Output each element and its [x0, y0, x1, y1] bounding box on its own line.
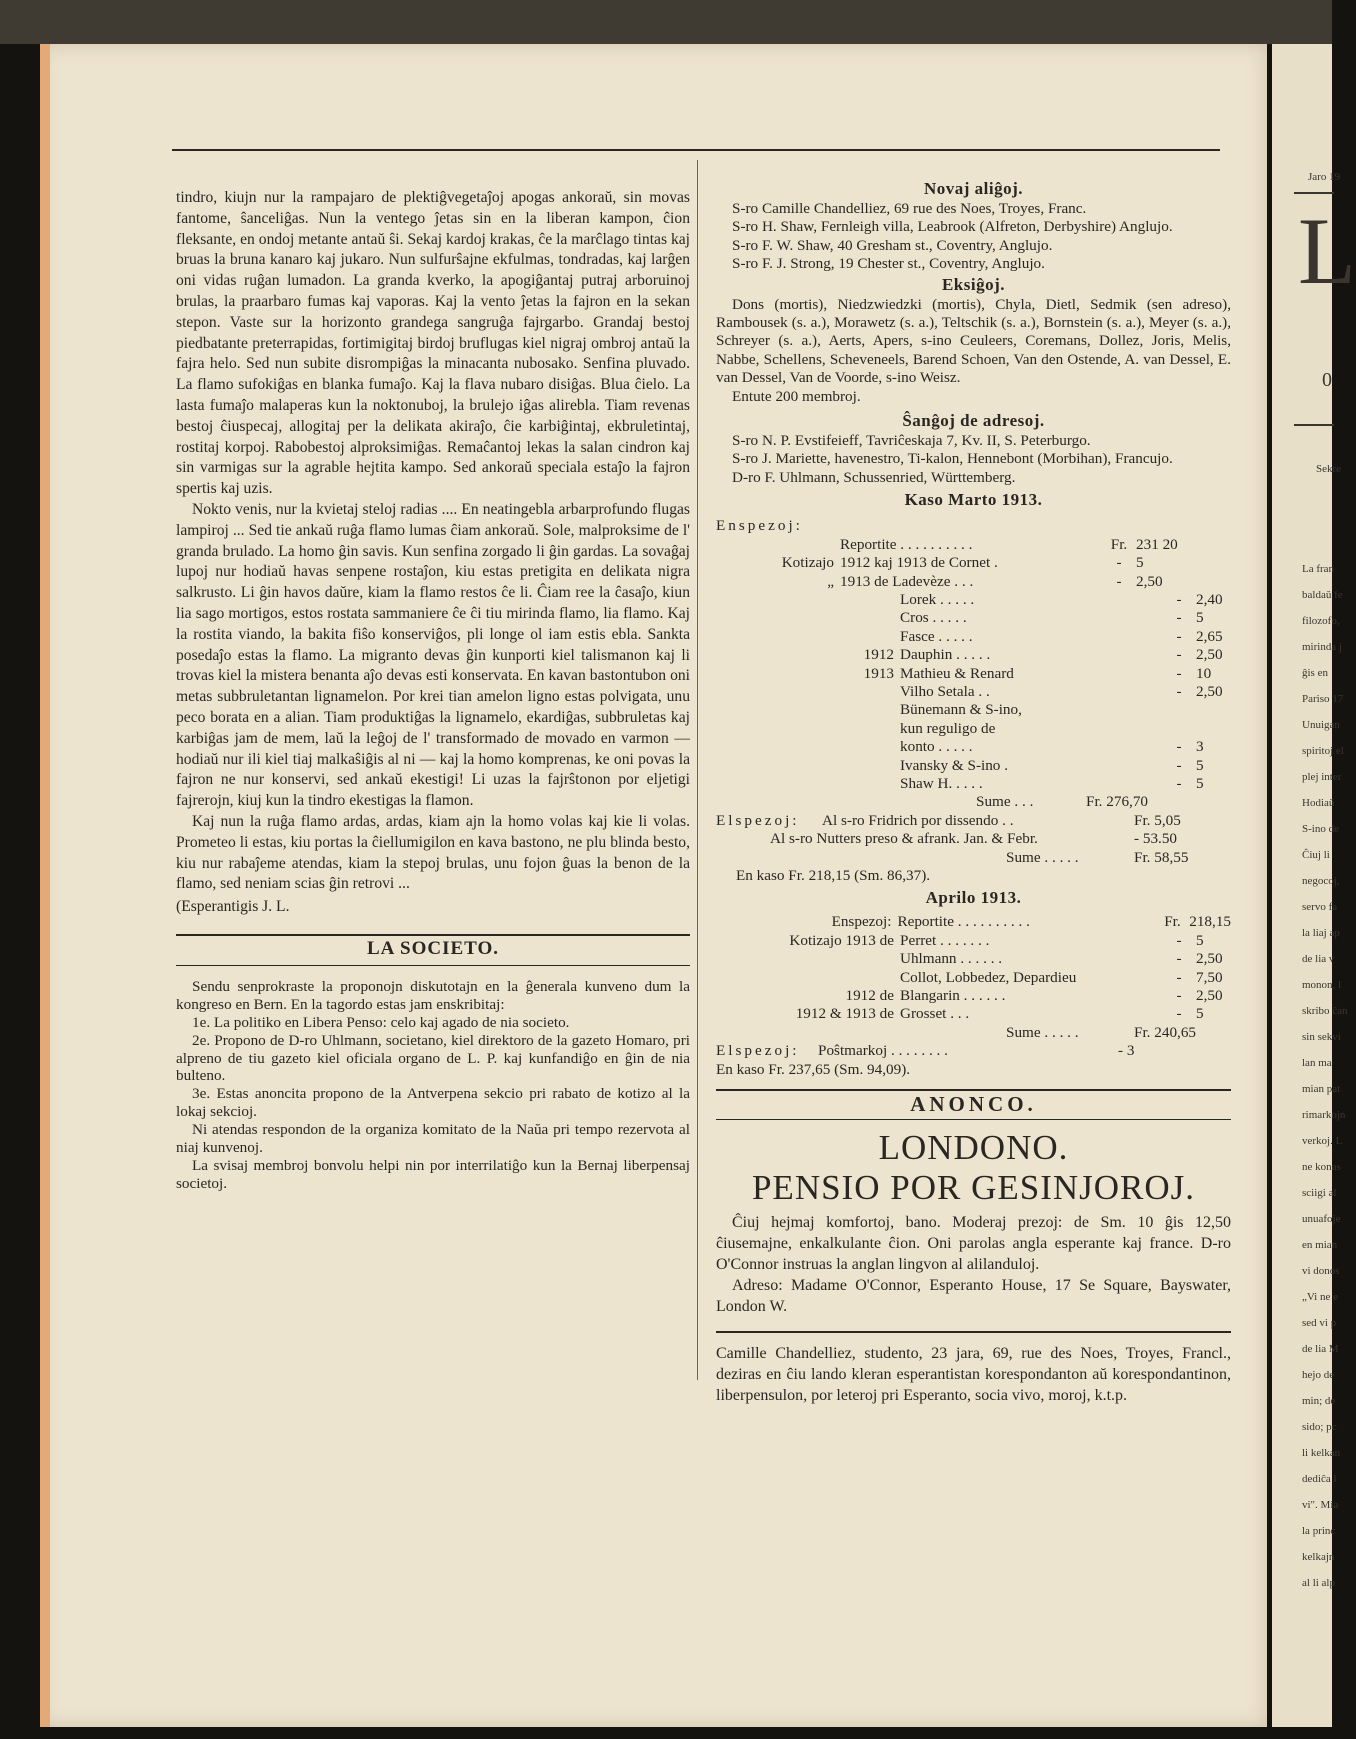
- ledger-cell-d: [1196, 720, 1231, 738]
- sum-row: [716, 1024, 1231, 1042]
- next-page-text-line: verkoj. L: [1302, 1135, 1343, 1147]
- ledger-row: [716, 775, 1231, 793]
- sangoj-heading: Ŝanĝoj de adresoj.: [902, 411, 1045, 431]
- next-page-text-line: Pariso 17: [1302, 693, 1344, 705]
- ledger-cell-b: konto . . . . .: [900, 738, 973, 756]
- marto-rows: [716, 536, 1231, 794]
- ledger-cell-a: [716, 738, 900, 756]
- next-page-text-line: skribo ĉan: [1302, 1005, 1348, 1017]
- next-page-rule: [1294, 192, 1334, 194]
- article-signature: (Esperantigis J. L.: [176, 898, 290, 916]
- next-page-text-line: de lia v: [1302, 953, 1335, 965]
- article-paragraph: tindro, kiujn nur la rampajaro de plektiĝvegetaĵoj apogas ankoraŭ, sin movas fantome, ŝanceliĝas. Nun la ventego ĵetas sin en la liberan kampon, ĉion fleksante, en ondoj metante antaŭ ŝi. Sekaj kardoj krakas, ĉe la marĉlago tintas kaj bruas la bruna kanaro kaj jukaro. Nun sulfurŝajne ekfulmas, tondradas, kaj larĝen oni vidas ruĝan lumadon. La granda kverko, la apogiĝantaj putraj arboruinoj brulas, la praarbaro fumas kaj vaporas. Kaj la vento ĵetas la fajron en la sekan stepon. Vaste sur la horizonto grandega sangruĝa fajrgarbo. Grandaj bestoj piedbatante preterrapidas, fortimigitaj birdoj bruflugas kiel nigraj ombroj antaŭ la fajra helo. Sed nun subite disrompiĝas la minacanta nubosako. Senfina pluvado. La flamo sufokiĝas en blanka fumaĵo. Kaj la flava nubaro disiĝas. Blua ĉielo. La lasta fumaĵo malaperas kun la noktonuboj, la brulejo iĝas alirebla. Tiam revenas bestoj ĉiuspecaj, allogitaj per la delikata akiraĵo, ĉie karbiĝintaj, ekbruletintaj, rostitaj korpoj. Rabobestoj alproksimiĝas. Remaĉantoj lekas la salan cindron kaj sin varmigas sur la agrable hejtita kampo. Sed ankoraŭ speciala estaĵo la fajron spertis kaj uzis.: [176, 189, 690, 498]
- ledger-row: [716, 591, 1231, 609]
- ledger-cell-c: -: [1116, 572, 1122, 590]
- ledger-cell-b: Perret . . . . . . .: [900, 931, 990, 949]
- societo-paragraph: Ni atendas respondon de la organiza komitato de la Naŭa pri tempo rezervota al niaj kunvenoj.: [176, 1121, 690, 1157]
- elspezoj-item: Poŝtmarkoj . . . . . . . .: [818, 1042, 948, 1060]
- member-line: S-ro Camille Chandelliez, 69 rue des Noes, Troyes, Franc.: [732, 200, 1087, 217]
- address-line: S-ro J. Mariette, havenestro, Ti-kalon, Hennebont (Morbihan), Francujo.: [732, 450, 1173, 468]
- next-page-text-line: Ĉiuj li: [1302, 849, 1330, 861]
- sum-value: Fr. 276,70: [1086, 793, 1149, 811]
- section-rule: [716, 1331, 1231, 1333]
- ledger-row: [716, 720, 1231, 738]
- ledger-cell-c: -: [1176, 627, 1182, 645]
- ledger-cell-d: 5: [1196, 756, 1204, 774]
- ledger-cell-a: 1912 & 1913 de: [795, 1005, 894, 1023]
- ledger-cell-b: Cros . . . . .: [900, 609, 967, 627]
- ledger-cell-c: -: [1176, 682, 1182, 700]
- ledger-cell-b: Grosset . . .: [900, 1005, 970, 1023]
- eksigoj-heading: Eksiĝoj.: [941, 274, 1006, 294]
- ledger-cell-b: Reportite . . . . . . . . . .: [897, 913, 1030, 931]
- kaso-aprilo-table: [716, 913, 1231, 1079]
- ledger-cell-c: -: [1176, 756, 1182, 774]
- next-page-text-line: la liaj ap: [1302, 927, 1340, 939]
- aprilo-heading: Aprilo 1913.: [925, 888, 1022, 908]
- page-edge-stain: [40, 44, 50, 1727]
- ledger-cell-a: 1912 de: [845, 987, 894, 1005]
- ledger-cell-c: Fr.: [1164, 913, 1181, 931]
- ledger-cell-a: [716, 950, 900, 968]
- next-page-text-line: „Vi ne e: [1302, 1291, 1338, 1303]
- ledger-cell-c: [1162, 701, 1196, 719]
- next-page-text-line: vi donos: [1302, 1265, 1340, 1277]
- ledger-cell-b: Bünemann & S-ino,: [900, 701, 1022, 719]
- ledger-cell-d: 2,50: [1136, 572, 1163, 590]
- ledger-row: [716, 683, 1231, 701]
- sum-label: Sume . . . . .: [1006, 1023, 1079, 1041]
- ledger-cell-c: -: [1176, 590, 1182, 608]
- ledger-row: [716, 573, 1231, 591]
- elspezoj-value: - 53.50: [1134, 830, 1178, 848]
- ledger-cell-b: Fasce . . . . .: [900, 627, 973, 645]
- enspezoj-label: Enspezoj:: [716, 517, 803, 535]
- ledger-cell-a: Kotizajo: [781, 554, 834, 572]
- section-rule: [176, 965, 690, 966]
- sum-row: [716, 793, 1231, 811]
- ledger-cell-a: [716, 591, 900, 609]
- ledger-cell-d: 231 20: [1136, 535, 1178, 553]
- ad-address: Adreso: Madame O'Connor, Esperanto House, 17 Se Square, Bayswater, London W.: [716, 1277, 1231, 1316]
- right-column: [716, 178, 1231, 1406]
- ledger-cell-b: Shaw H. . . . .: [900, 774, 983, 792]
- ledger-cell-b: kun reguligo de: [900, 719, 996, 737]
- address-line: S-ro N. P. Evstifeieff, Tavriĉeskaja 7, Kv. II, S. Peterburgo.: [732, 432, 1091, 450]
- elspezoj-label: Elspezoj:: [716, 1042, 800, 1060]
- next-page-text-line: monon, l: [1302, 979, 1342, 991]
- sum-row: [716, 849, 1231, 867]
- ledger-cell-c: -: [1176, 931, 1182, 949]
- ledger-row: [716, 701, 1231, 719]
- next-page-text-line: baldaŭ fe: [1302, 589, 1343, 601]
- societo-paragraph: Sendu senprokraste la proponojn diskutotajn en la ĝenerala kunveno dum la kongreso en Bern. En la tagordo estas jam enskribitaj:: [176, 977, 690, 1013]
- sum-label: Sume . . . . .: [1006, 848, 1079, 866]
- ledger-row: [716, 950, 1231, 968]
- ledger-cell-d: 5: [1196, 774, 1204, 792]
- next-page-text-line: sin sekvi: [1302, 1031, 1341, 1043]
- ledger-cell-b: 1913 de Ladevèze . . .: [840, 572, 974, 590]
- ledger-cell-a: Enspezoj:: [831, 913, 892, 931]
- next-page-text-line: mian pat: [1302, 1083, 1341, 1095]
- next-page-text-line: mirinda j: [1302, 641, 1343, 653]
- elspezoj-item: Al s-ro Fridrich por dissendo . .: [822, 811, 1014, 829]
- ledger-cell-a: [716, 536, 840, 554]
- ledger-cell-d: 2,50: [1196, 950, 1223, 968]
- next-page-number: 0: [1322, 369, 1332, 391]
- next-page-text-line: unuafoje: [1302, 1213, 1341, 1225]
- ledger-cell-a: [716, 757, 900, 775]
- next-page-text-line: Sekre: [1316, 463, 1342, 475]
- article-paragraph: Nokto venis, nur la kvietaj steloj radias .... En neatingebla arbarprofundo flugas lampiroj ... Sed tie ankaŭ ruĝa flamo lumas ĉiam ankoraŭ. Sole, malproksime de l' granda brulado. La homo ĝin savis. Kun senfina zorgado li ĝin gardas. La sovaĝaj lupoj nur hodiaŭ havas senpene rostaĵon, kiu estas pretigita en delikata nigra salkrusto. Li ĝin havos daŭre, kiam la flamo restos ĉe li. Ĉiam ree la ĉasaĵo, kiun lia sago mortigos, estos rostata sammaniere ĉe ĉi tiu mirinda flamo, lia flamo. Kaj la rostita viando, la bakita fiŝo konserviĝos, pli longe ol iam estis ebla. Sankta posedaĵo estas la flamo. La migranto devas ĝin kunporti kiel talismanon kaj li trovas kiel la mistera benanta aĵo devas esti konservata. En kavan bastontubon oni metas subbruletantan lignamelon. Por krei tian amelon ligno estas polvigata, unu peco borata en a alian. Tiam produktiĝas la lignamelo, ekardiĝas, subbruletas kaj karbiĝas jam de mem, laŭ la leĝoj de l' transformado de movado en varmon — hodiaŭ nur ili kiel tiaj malkaŝiĝis al ni — kaj la homo komprenas, ke oni povas la fajron ne nur konservi, sed ankaŭ ekestigi! Li uzas la fajrŝtonon por eljetigi fajrerojn, kiuj kun la tindro ekestigas la flamon.: [176, 500, 690, 810]
- ledger-cell-a: [716, 701, 900, 719]
- next-page-header: Jaro 19: [1308, 171, 1341, 183]
- next-page-text-line: S-ino de: [1302, 823, 1339, 835]
- elspezoj-row: [716, 830, 1231, 848]
- elspezoj-value: Fr. 5,05: [1134, 811, 1181, 829]
- kaso-balance: En kaso Fr. 237,65 (Sm. 94,09).: [716, 1060, 911, 1078]
- ledger-cell-d: 2,50: [1196, 646, 1223, 664]
- ledger-cell-c: Fr.: [1110, 535, 1128, 553]
- next-page-text-line: rimarkojn: [1302, 1109, 1346, 1121]
- next-page-text-line: sido; pc: [1302, 1421, 1337, 1433]
- ledger-cell-c: -: [1176, 738, 1182, 756]
- ledger-cell-d: 5: [1196, 931, 1204, 949]
- ledger-cell-b: Ivansky & S-ino .: [900, 756, 1008, 774]
- ledger-row: [716, 665, 1231, 683]
- next-page-rule: [1294, 424, 1334, 426]
- anonco-heading: ANONCO.: [910, 1092, 1037, 1117]
- next-page-text-line: en mian: [1302, 1239, 1338, 1251]
- ledger-cell-a: [716, 683, 900, 701]
- next-page-text-line: ĝis en: [1302, 667, 1328, 679]
- aprilo-rows: [716, 913, 1231, 1023]
- ledger-cell-a: Kotizajo 1913 de: [789, 931, 894, 949]
- address-line: D-ro F. Uhlmann, Schussenried, Württemberg.: [732, 468, 1016, 486]
- kaso-marto-table: [716, 517, 1231, 885]
- next-page-text-line: hejo de: [1302, 1369, 1335, 1381]
- ledger-cell-d: 2,40: [1196, 590, 1223, 608]
- elspezoj-item: Al s-ro Nutters preso & afrank. Jan. & Febr.: [770, 830, 1038, 848]
- next-page-text-line: lan ma: [1302, 1057, 1332, 1069]
- ledger-cell-b: Mathieu & Renard: [900, 664, 1014, 682]
- ledger-cell-d: 5: [1196, 1005, 1204, 1023]
- ledger-cell-d: 2,65: [1196, 627, 1223, 645]
- novaj-heading: Novaj aliĝoj.: [923, 179, 1024, 198]
- ledger-cell-c: -: [1176, 968, 1182, 986]
- ad-subtitle: PENSIO POR GESINJOROJ.: [751, 1168, 1196, 1208]
- next-page-text-line: de lia M: [1302, 1343, 1339, 1355]
- ledger-row: [716, 932, 1231, 950]
- ledger-cell-c: -: [1176, 1005, 1182, 1023]
- ledger-cell-a: [716, 969, 900, 987]
- elspezoj-row: [716, 1042, 1231, 1060]
- ledger-cell-c: -: [1116, 554, 1122, 572]
- next-page-fragment: [1272, 44, 1356, 1727]
- ledger-cell-b: Collot, Lobbedez, Depardieu: [900, 968, 1077, 986]
- next-page-text-line: filozofo,: [1302, 615, 1340, 627]
- next-page-text-line: sciigi al: [1302, 1187, 1337, 1199]
- entute-text: Entute 200 membroj.: [732, 387, 861, 405]
- ledger-row: [716, 757, 1231, 775]
- societo-paragraph: 3e. Estas anoncita propono de la Antverpena sekcio pri rabato de kotizo al la lokaj sekcioj.: [176, 1085, 690, 1121]
- section-heading: LA SOCIETO.: [366, 937, 500, 959]
- correspondence-ad: Camille Chandelliez, studento, 23 jara, 69, rue des Noes, Troyes, Francl., deziras en ĉiu lando kleran esperantistan korespondanton aŭ korespondantinon, liberpensulon, por leteroj pri Esperanto, socia vivo, moroj, k.t.p.: [716, 1345, 1231, 1405]
- elspezoj-value: - 3: [1118, 1042, 1135, 1060]
- sum-label: Sume . . .: [976, 793, 1034, 811]
- next-page-text-line: plej inter: [1302, 771, 1342, 783]
- ledger-cell-b: Reportite . . . . . . . . . .: [840, 535, 973, 553]
- ledger-cell-d: 2,50: [1196, 987, 1223, 1005]
- ledger-cell-c: -: [1176, 609, 1182, 627]
- next-page-text-line: al li alp: [1302, 1577, 1335, 1589]
- scan-background: [0, 0, 1332, 44]
- ledger-row: [716, 536, 1231, 554]
- ledger-cell-d: 5: [1136, 554, 1144, 572]
- ledger-row: [716, 1005, 1231, 1023]
- ledger-cell-c: -: [1176, 950, 1182, 968]
- next-page-text-line: sed vi p: [1302, 1317, 1337, 1329]
- column-divider: [697, 160, 698, 1380]
- next-page-text-line: Hodiaŭ: [1302, 797, 1335, 809]
- next-page-text-line: La fran: [1302, 563, 1335, 575]
- member-line: S-ro F. J. Strong, 19 Chester st., Coventry, Anglujo.: [732, 255, 1045, 273]
- ledger-cell-a: [716, 628, 900, 646]
- ledger-cell-b: 1912 kaj 1913 de Cornet .: [840, 554, 998, 572]
- ledger-cell-b: Blangarin . . . . . .: [900, 987, 1006, 1005]
- section-rule: [716, 1119, 1231, 1120]
- ledger-cell-c: -: [1176, 646, 1182, 664]
- next-page-text-line: dediĉa l: [1302, 1473, 1337, 1485]
- ledger-cell-b: Uhlmann . . . . . .: [900, 950, 1003, 968]
- ledger-cell-b: Lorek . . . . .: [900, 590, 975, 608]
- next-page-text-line: kelkajn: [1302, 1551, 1335, 1563]
- ledger-cell-d: 2,50: [1196, 682, 1223, 700]
- next-page-text-line: min; de: [1302, 1395, 1336, 1407]
- article-paragraph: Kaj nun la ruĝa flamo ardas, ardas, kiam ajn la homo volas kaj kie li volas. Prometeo li estas, kiu portas la ĉiellumigilon en kava bastono, ne plu blinda besto, kiu nur rabaĵeme atendas, kiam la stepoj brulas, unu fojon ĝuas la benon de la flamo, sed neniam scias ĝin retrovi ...: [176, 812, 690, 893]
- ledger-row: [716, 913, 1231, 931]
- ledger-cell-d: 218,15: [1189, 913, 1231, 931]
- next-page-text-line: ne konas: [1302, 1161, 1341, 1173]
- ledger-row: [716, 609, 1231, 627]
- member-line: S-ro F. W. Shaw, 40 Gresham st., Coventry, Anglujo.: [732, 236, 1053, 254]
- next-page-text-line: negocoj,: [1302, 875, 1340, 887]
- next-page-text-line: vi". Mia: [1302, 1499, 1339, 1511]
- ledger-cell-c: -: [1176, 987, 1182, 1005]
- kaso-balance: En kaso Fr. 218,15 (Sm. 86,37).: [736, 867, 931, 884]
- elspezoj-row: [716, 812, 1231, 830]
- ledger-cell-a: 1913: [863, 664, 894, 682]
- ledger-cell-c: [1162, 720, 1196, 738]
- ledger-cell-a: [716, 775, 900, 793]
- next-page-text-line: Unuigan: [1302, 719, 1340, 731]
- ledger-cell-d: [1196, 701, 1231, 719]
- ledger-cell-d: 10: [1196, 664, 1212, 682]
- left-column: [176, 188, 690, 1193]
- next-page-text-line: servo fa: [1302, 901, 1338, 913]
- next-page-text-line: la princ: [1302, 1525, 1336, 1537]
- member-line: S-ro H. Shaw, Fernleigh villa, Leabrook (Alfreton, Derbyshire) Anglujo.: [732, 218, 1173, 236]
- ledger-cell-b: Dauphin . . . . .: [900, 646, 991, 664]
- ledger-cell-a: [716, 720, 900, 738]
- next-page-text-line: spiritoj el: [1302, 745, 1344, 757]
- ad-text: Ĉiuj hejmaj komfortoj, bano. Moderaj prezoj: de Sm. 10 ĝis 12,50 ĉiusemajne, enkalkulante ĉion. Oni parolas angla esperante kaj france. D-ro O'Connor instruas la anglan lingvon al alilanduloj.: [716, 1214, 1231, 1274]
- ad-title: LONDONO.: [878, 1128, 1069, 1168]
- kaso-marto-heading: Kaso Marto 1913.: [904, 490, 1043, 510]
- ledger-cell-d: 5: [1196, 609, 1204, 627]
- ledger-cell-d: 7,50: [1196, 968, 1223, 986]
- next-page-text-line: li kelkan: [1302, 1447, 1341, 1459]
- ledger-row: [716, 969, 1231, 987]
- ledger-cell-a: [716, 609, 900, 627]
- header-rule: [172, 149, 1220, 151]
- elspezoj-label: Elspezoj:: [716, 811, 800, 829]
- societo-paragraph: 2e. Propono de D-ro Uhlmann, societano, kiel direktoro de la gazeto Homaro, pri alpreno de tiu gazeto kiel oficiala organo de L. P. kaj kunfandiĝo en ĝin de nia bulteno.: [176, 1031, 690, 1085]
- ledger-cell-b: Vilho Setala . .: [900, 682, 990, 700]
- ledger-row: [716, 987, 1231, 1005]
- sum-value: Fr. 58,55: [1134, 848, 1189, 866]
- societo-paragraph: 1e. La politiko en Libera Penso: celo kaj agado de nia societo.: [192, 1013, 570, 1031]
- ledger-row: [716, 554, 1231, 572]
- next-page-drop-letter: L: [1298, 198, 1356, 304]
- eksigoj-text: Dons (mortis), Niedzwiedzki (mortis), Chyla, Dietl, Sedmik (sen adreso), Rambousek (s. a.), Morawetz (s. a.), Teltschik (s. a.), Bornstein (s. a.), Meyer (s. a.), Schreyer (s. a.), Aerts, Apers, s-ino Ceuleers, Coremans, Dollez, Joris, Melis, Nabbe, Schellens, Scheveneels, Barend Schoen, Van den Ostende, A. van Dessel, E. van Dessel, Van de Voorde, s-ino Weisz.: [716, 295, 1231, 387]
- ledger-row: [716, 738, 1231, 756]
- ledger-cell-c: -: [1176, 774, 1182, 792]
- ledger-cell-c: -: [1176, 664, 1182, 682]
- ledger-cell-a: „: [827, 572, 834, 590]
- ledger-row: [716, 646, 1231, 664]
- sum-value: Fr. 240,65: [1134, 1023, 1197, 1041]
- ledger-cell-d: 3: [1196, 738, 1204, 756]
- societo-paragraph: La svisaj membroj bonvolu helpi nin por interrilatiĝo kun la Bernaj liberpensaj societoj.: [176, 1156, 690, 1192]
- ledger-cell-a: 1912: [863, 646, 894, 664]
- ledger-row: [716, 628, 1231, 646]
